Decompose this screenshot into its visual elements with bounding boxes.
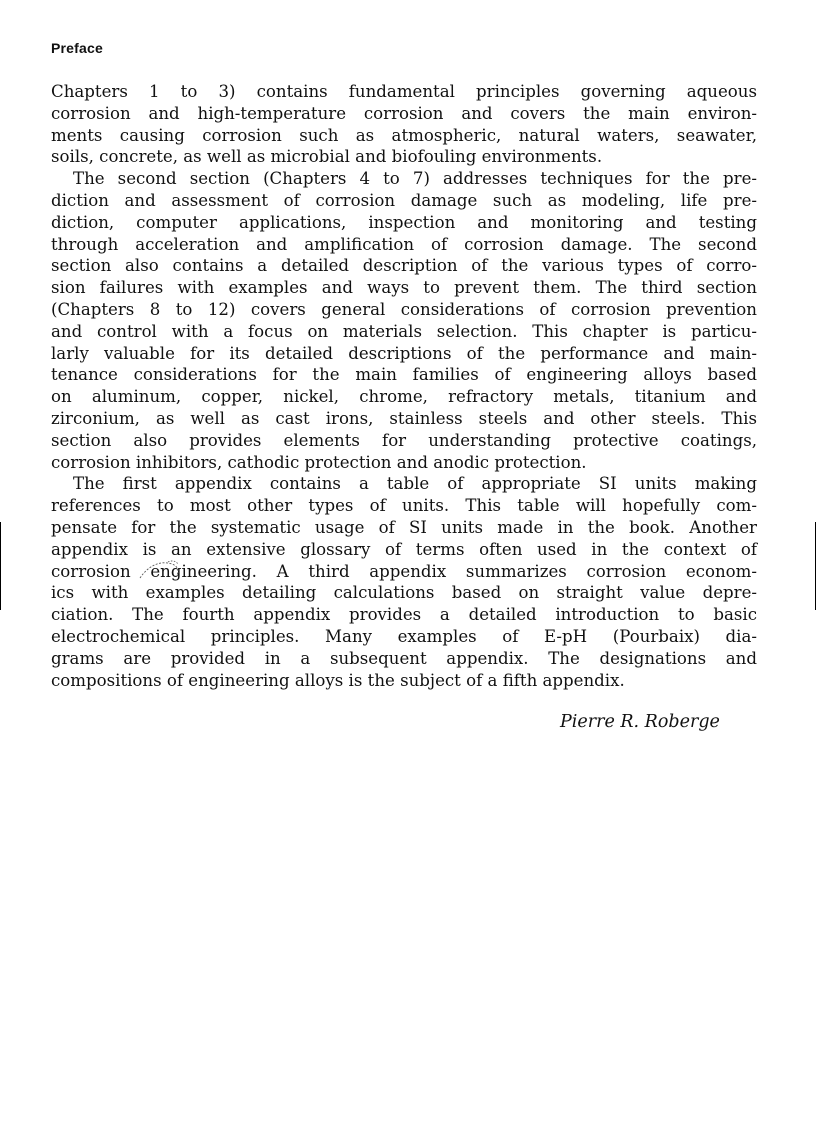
text-line: The first appendix contains a table of appropriate SI units making bbox=[73, 474, 757, 494]
text-line: zirconium, as well as cast irons, stainless steels and other steels. This bbox=[51, 408, 757, 428]
text-line: section also provides elements for understanding protective coatings, bbox=[51, 430, 757, 450]
author-signature: Pierre R. Roberge bbox=[560, 712, 720, 732]
text-line: diction, computer applications, inspection and monitoring and testing bbox=[51, 212, 757, 232]
text-line: The second section (Chapters 4 to 7) addresses techniques for the pre- bbox=[73, 169, 757, 189]
text-line: on aluminum, copper, nickel, chrome, refractory metals, titanium and bbox=[51, 387, 757, 407]
text-line: pensate for the systematic usage of SI units made in the book. Another bbox=[51, 517, 757, 537]
running-head: Preface bbox=[51, 40, 103, 56]
text-line: and control with a focus on materials selection. This chapter is particu- bbox=[51, 321, 757, 341]
text-line: references to most other types of units. This table will hopefully com- bbox=[51, 496, 757, 516]
text-line: sion failures with examples and ways to prevent them. The third section bbox=[51, 278, 757, 298]
text-line: corrosion inhibitors, cathodic protection and anodic protection. bbox=[51, 452, 587, 472]
text-line: Chapters 1 to 3) contains fundamental principles governing aqueous bbox=[51, 82, 757, 101]
paragraph-1 bbox=[51, 81, 757, 168]
text-line: soils, concrete, as well as microbial and biofouling environments. bbox=[51, 147, 603, 167]
paragraph-2 bbox=[51, 168, 757, 473]
text-line: corrosion engineering. A third appendix summarizes corrosion econom- bbox=[51, 561, 757, 581]
text-line: ciation. The fourth appendix provides a detailed introduction to basic bbox=[51, 605, 757, 625]
left-margin-mark bbox=[0, 522, 1, 610]
text-line: appendix is an extensive glossary of terms often used in the context of bbox=[51, 539, 757, 559]
text-line: ics with examples detailing calculations based on straight value depre- bbox=[51, 583, 757, 603]
text-line: tenance considerations for the main families of engineering alloys based bbox=[51, 365, 757, 385]
text-line: (Chapters 8 to 12) covers general considerations of corrosion prevention bbox=[51, 299, 757, 319]
text-line: section also contains a detailed description of the various types of corro- bbox=[51, 256, 757, 276]
text-line: ments causing corrosion such as atmospheric, natural waters, seawater, bbox=[51, 125, 757, 145]
text-line: corrosion and high-temperature corrosion and covers the main environ- bbox=[51, 103, 757, 123]
text-line: larly valuable for its detailed descriptions of the performance and main- bbox=[51, 343, 757, 363]
pen-scribble-mark bbox=[138, 558, 198, 588]
text-line: grams are provided in a subsequent appendix. The designations and bbox=[51, 648, 757, 668]
text-line: diction and assessment of corrosion damage such as modeling, life pre- bbox=[51, 190, 757, 210]
page-body bbox=[51, 81, 757, 691]
text-line: through acceleration and amplification of corrosion damage. The second bbox=[51, 234, 757, 254]
text-line: compositions of engineering alloys is the subject of a fifth appendix. bbox=[51, 670, 625, 690]
text-line: electrochemical principles. Many examples of E-pH (Pourbaix) dia- bbox=[51, 626, 757, 646]
